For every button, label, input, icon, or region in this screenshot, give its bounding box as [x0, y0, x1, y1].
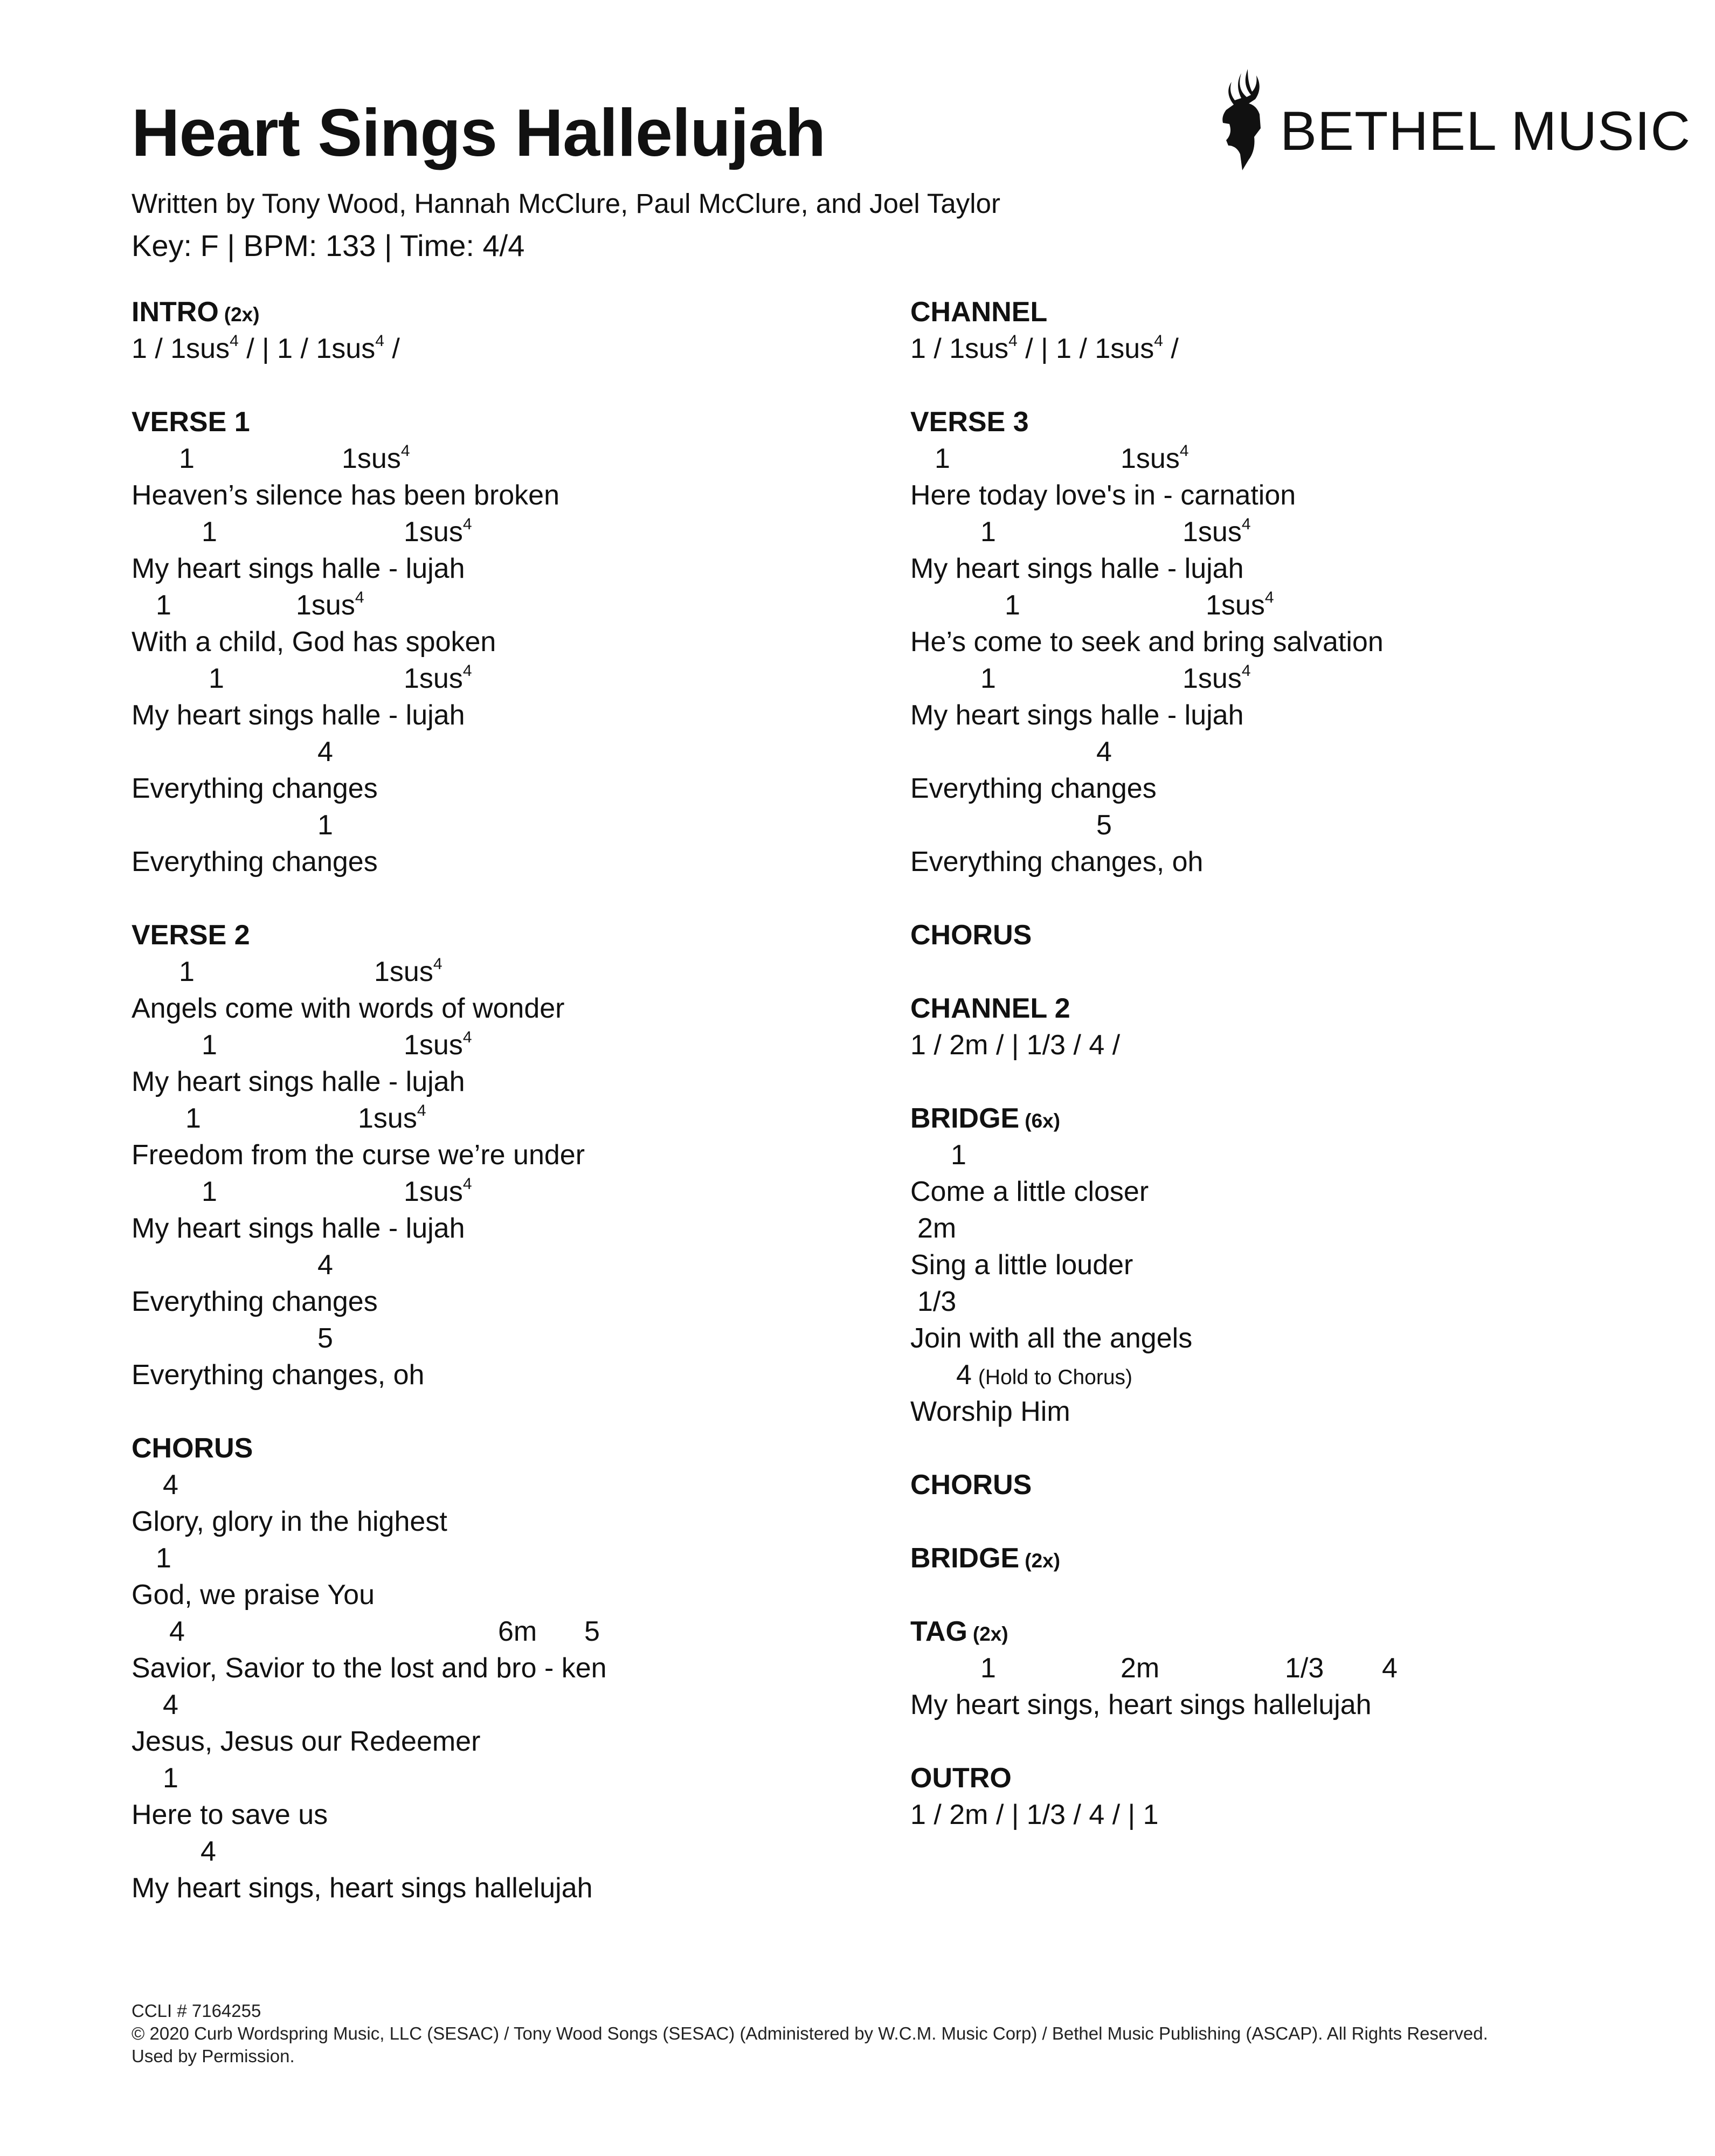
chord-line — [132, 1833, 897, 1870]
chord-line — [910, 660, 1676, 697]
key-bpm-time: Key: F | BPM: 133 | Time: 4/4 — [132, 229, 525, 262]
chord: 4 — [163, 1469, 178, 1501]
chord-line — [132, 1540, 897, 1577]
ccli-number: CCLI # 7164255 — [132, 2001, 261, 2021]
section-chorus-ref — [910, 1467, 1676, 1503]
section-heading: VERSE 2 — [132, 920, 250, 951]
chord: 1 — [1005, 590, 1020, 621]
chord: 1sus$^4$ — [374, 955, 442, 987]
section-heading: BRIDGE (2x) — [910, 1543, 1061, 1574]
section-heading: CHORUS — [910, 1469, 1032, 1501]
lyric-line: My heart sings halle - lujah — [132, 700, 465, 731]
chord: 1sus$^4$ — [358, 1102, 426, 1134]
section-heading: VERSE 1 — [132, 406, 250, 438]
chord: 1 — [156, 590, 171, 621]
section-bridge-ref — [910, 1540, 1676, 1577]
lyric-line: Everything changes, oh — [910, 846, 1204, 877]
section-tag — [910, 1613, 1676, 1723]
section-heading: INTRO (2x) — [132, 296, 260, 328]
chord: 4 — [163, 1689, 178, 1720]
chord-progression: 1 / 1sus$^4$ / | 1 / 1sus$^4$ / — [132, 332, 400, 364]
lyric-line: Glory, glory in the highest — [132, 1506, 447, 1537]
chord: 1sus$^4$ — [1182, 515, 1251, 548]
chord: 1sus$^4$ — [404, 1175, 472, 1207]
chord: 1 — [935, 443, 950, 474]
lyric-line: My heart sings halle - lujah — [132, 553, 465, 584]
section-chorus — [132, 1430, 897, 1906]
section-chorus-ref — [910, 917, 1676, 953]
lyric-line: God, we praise You — [132, 1579, 375, 1611]
chord: 1 — [980, 663, 996, 694]
section-heading: CHANNEL 2 — [910, 993, 1070, 1024]
section-verse-1 — [132, 404, 897, 880]
right-column — [910, 294, 1676, 1870]
chord-line — [132, 1467, 897, 1503]
chord-line — [132, 953, 897, 990]
chord-line — [910, 1137, 1676, 1173]
left-column — [132, 294, 897, 1943]
chord-line — [132, 587, 897, 624]
chord: 4 — [1096, 736, 1112, 768]
lyric-line: My heart sings halle - lujah — [910, 553, 1244, 584]
chord-line — [132, 1173, 897, 1210]
chord-line — [910, 1650, 1676, 1687]
section-heading: OUTRO — [910, 1763, 1012, 1794]
chord-line — [910, 734, 1676, 770]
lyric-line: Everything changes — [910, 773, 1157, 804]
lyric-line: My heart sings, heart sings hallelujah — [910, 1689, 1372, 1720]
lyric-line: Angels come with words of wonder — [132, 993, 565, 1024]
section-heading: CHANNEL — [910, 296, 1048, 328]
chord: 1 — [202, 516, 217, 548]
chord-line — [910, 514, 1676, 550]
chord: 1 — [317, 810, 333, 841]
chord-line — [132, 514, 897, 550]
chord-line — [132, 660, 897, 697]
chord: 4 (Hold to Chorus) — [956, 1359, 1133, 1391]
section-intro — [132, 294, 897, 367]
lyric-line: With a child, God has spoken — [132, 626, 496, 658]
lyric-line: Everything changes — [132, 846, 378, 877]
chord: 1sus$^4$ — [1182, 662, 1251, 694]
chord: 1sus$^4$ — [404, 662, 472, 694]
lyric-line: Freedom from the curse we’re under — [132, 1139, 585, 1171]
chord: 1sus$^4$ — [404, 515, 472, 548]
section-channel — [910, 294, 1676, 367]
lyric-line: My heart sings halle - lujah — [132, 1066, 465, 1097]
copyright-notice: © 2020 Curb Wordspring Music, LLC (SESAC) / Tony Wood Songs (SESAC) (Administered by W.C.M. Music Corp) / Bethel Music Publishing (ASCAP). All Rights Reserved. — [132, 2023, 1488, 2043]
chord: 1sus$^4$ — [1121, 442, 1189, 474]
lyric-line: Sing a little louder — [910, 1249, 1133, 1281]
chord-line — [132, 807, 897, 844]
lyric-line: Heaven’s silence has been broken — [132, 480, 560, 511]
chord: 1 — [202, 1029, 217, 1061]
lyric-line: Here to save us — [132, 1799, 328, 1830]
chord: 1 — [185, 1103, 201, 1134]
chord: 1sus$^4$ — [342, 442, 410, 474]
lyric-line: Here today love's in - carnation — [910, 480, 1296, 511]
hold-note: (Hold to Chorus) — [978, 1366, 1133, 1389]
chord: 1 — [951, 1139, 966, 1171]
chord: 4 — [317, 1249, 333, 1281]
section-heading: CHORUS — [132, 1433, 253, 1464]
chord-line — [132, 1613, 897, 1650]
chord: 1 — [202, 1176, 217, 1207]
section-heading: CHORUS — [910, 920, 1032, 951]
chord: 1 — [156, 1543, 171, 1574]
chord-line — [132, 1247, 897, 1283]
chord-progression: 1 / 2m / | 1/3 / 4 / | 1 — [910, 1799, 1159, 1830]
lyric-line: Savior, Savior to the lost and bro - ken — [132, 1653, 607, 1684]
chord: 1sus$^4$ — [404, 1028, 472, 1061]
chord: 1 — [179, 956, 195, 987]
lyric-line: Worship Him — [910, 1396, 1070, 1427]
section-outro — [910, 1760, 1676, 1833]
chord: 5 — [317, 1323, 333, 1354]
chord-line — [132, 1027, 897, 1063]
section-bridge — [910, 1100, 1676, 1430]
chord-line — [132, 1687, 897, 1723]
section-heading: VERSE 3 — [910, 406, 1029, 438]
chord: 2m — [917, 1213, 957, 1244]
chord-line — [132, 734, 897, 770]
chord: 1 — [163, 1763, 178, 1794]
chord: 4 — [317, 736, 333, 768]
chord: 1 — [980, 1653, 996, 1684]
song-title: Heart Sings Hallelujah — [132, 96, 826, 170]
section-heading: TAG (2x) — [910, 1616, 1008, 1647]
chord: 1/3 — [1285, 1653, 1324, 1684]
lyric-line: Everything changes — [132, 773, 378, 804]
lyric-line: Join with all the angels — [910, 1323, 1193, 1354]
chord: 1 — [179, 443, 195, 474]
chord: 1sus$^4$ — [1206, 589, 1274, 621]
chord-progression: 1 / 1sus$^4$ / | 1 / 1sus$^4$ / — [910, 332, 1179, 364]
chord-progression: 1 / 2m / | 1/3 / 4 / — [910, 1029, 1121, 1061]
chord: 6m — [498, 1616, 537, 1647]
chord: 4 — [1382, 1653, 1398, 1684]
song-writers: Written by Tony Wood, Hannah McClure, Paul McClure, and Joel Taylor — [132, 188, 1000, 219]
chord-line — [910, 1357, 1676, 1393]
chord: 1/3 — [917, 1286, 957, 1317]
chord: 1sus$^4$ — [296, 589, 364, 621]
section-channel-2 — [910, 990, 1676, 1063]
chord-line — [910, 807, 1676, 844]
chord-line — [132, 1100, 897, 1137]
chord: 1 — [209, 663, 224, 694]
section-verse-3 — [910, 404, 1676, 880]
chord: 2m — [1121, 1653, 1160, 1684]
lyric-line: My heart sings halle - lujah — [132, 1213, 465, 1244]
chord-line — [132, 440, 897, 477]
lyric-line: My heart sings, heart sings hallelujah — [132, 1872, 593, 1904]
chord-line — [910, 587, 1676, 624]
permission-notice: Used by Permission. — [132, 2046, 295, 2066]
section-verse-2 — [132, 917, 897, 1393]
chord: 5 — [1096, 810, 1112, 841]
section-heading: BRIDGE (6x) — [910, 1103, 1061, 1134]
lyric-line: Everything changes, oh — [132, 1359, 425, 1391]
lyric-line: My heart sings halle - lujah — [910, 700, 1244, 731]
chord: 4 — [200, 1836, 216, 1867]
chord-line — [910, 440, 1676, 477]
brand-name: BETHEL MUSIC — [1280, 100, 1691, 162]
chord: 5 — [584, 1616, 600, 1647]
footer — [132, 2000, 1488, 2068]
lyric-line: He’s come to seek and bring salvation — [910, 626, 1384, 658]
chord-line — [910, 1283, 1676, 1320]
deer-head-icon — [1210, 65, 1272, 172]
lyric-line: Come a little closer — [910, 1176, 1149, 1207]
chord-line — [132, 1760, 897, 1796]
chord: 4 — [169, 1616, 185, 1647]
chord: 1 — [980, 516, 996, 548]
lyric-line: Everything changes — [132, 1286, 378, 1317]
lyric-line: Jesus, Jesus our Redeemer — [132, 1726, 481, 1757]
chord-line — [132, 1320, 897, 1357]
chord-line — [910, 1210, 1676, 1247]
bethel-music-logo — [1210, 65, 1691, 172]
